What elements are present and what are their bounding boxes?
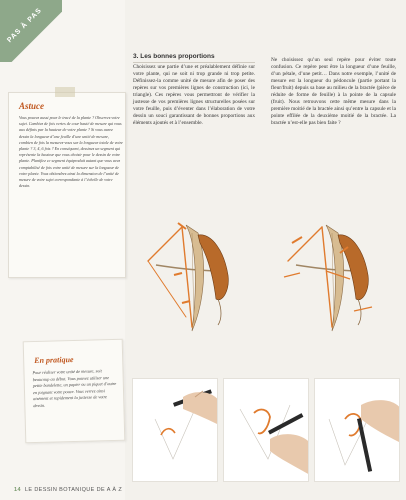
- pencil-sketch: [254, 410, 270, 434]
- photo-pencil-measure-2: [223, 378, 309, 482]
- section-tab: [0, 0, 62, 62]
- photo-pencil-measure-3: [314, 378, 400, 482]
- page-footer: [14, 487, 122, 493]
- tape-strip: [55, 87, 75, 97]
- leaf-illustration-right: [284, 225, 372, 331]
- section-tab-shape: [0, 0, 62, 62]
- leaf-illustration-left: [148, 223, 228, 331]
- section-title: 3. Les bonnes proportions: [133, 53, 215, 60]
- astuce-title: Astuce: [19, 101, 45, 111]
- pratique-title: En pratique: [34, 355, 74, 366]
- column-2-text: Ne choisissez qu’un seul repère pour éviter toute confusion. Ce repère peut être la longueur d’une feuille, d’un pétale, d’une petit… Dans notre exemple, l’unité de mesure est la longueur du pédoncule (partie portant la fleur/fruit) depuis sa base au milieu de la bractée (pièce de réduite de forme de feuille) à la pointe de la capsule (fruit). Nous retrouvons cette même mesure dans la première moitié de la bractée ainsi qu’entre la capsule et la pointe effilée de la deuxième moitié de la bractée. La bractée n’est-elle pas bien faite ?: [271, 57, 396, 127]
- page-number: 14: [14, 487, 21, 493]
- photo-strip: [132, 378, 400, 484]
- astuce-text: Vous pouvez aussi pour le tracé de la plante ? Observez votre sujet. Cambiez de fois vertes de cour hauté de mesure qui vous aux définis par la hauteur de votre plante ? Si vous aurez dessin la longueur d’une feuille d’une unité de mesure, combien de fois la mesurez-vous sur la longueur totale de votre plante ? 3, 4, 6 fois ? En conséquent, dessinez un segment qui représente la hauteur que vous choisir pour le dessin de votre plante. Planifiez ce segment équiproduit autant que vous avez comptabilisé de fois votre unité de mesure sur la longueur de votre plante. Vous obtiendrez ainsi la dimension de l’unité de mesure de votre sujet correspondante à l’échelle de votre dessin.: [19, 115, 123, 189]
- section-tab-label: PAS À PAS: [6, 6, 44, 45]
- photo-pencil-measure-1: [132, 378, 218, 482]
- column-1-text: Choisissez une partie d’une et préalablement définie sur votre plante, qui ne soit ni trop grande ni trop petite. Définissez-la comme unité de mesure afin de poser des repères sur vos premières lignes de construction (ici, le triangle). Ces repères vous permettront de vérifier la justesse de vos premières lignes structurelles posées sur votre feuille, puis d’éventer dans l’élaboration de votre dessin un souci garantissant de bonnes proportions aux éléments ajoutés et à l’ensemble.: [133, 64, 255, 127]
- hand-illustration: [361, 400, 400, 443]
- book-title: LE DESSIN BOTANIQUE DE A À Z: [24, 487, 123, 493]
- pratique-text: Pour réaliser votre unité de mesure, soit beaucoup au début. Vous pouvez utiliser une petite bandelette, un papier ou un piquet d’autre en joignant votre pouce. Vous verrez ainsi aisément et rapidement la justesse de votre dessin.: [32, 368, 117, 408]
- section-divider: [133, 62, 255, 63]
- pencil-illustration: [268, 413, 303, 434]
- hand-illustration: [270, 434, 309, 475]
- pencil-sketch: [161, 429, 175, 435]
- hand-illustration: [183, 392, 218, 425]
- astuce-card: [8, 92, 126, 278]
- proportion-illustrations: [126, 213, 406, 356]
- pratique-card: [23, 339, 126, 444]
